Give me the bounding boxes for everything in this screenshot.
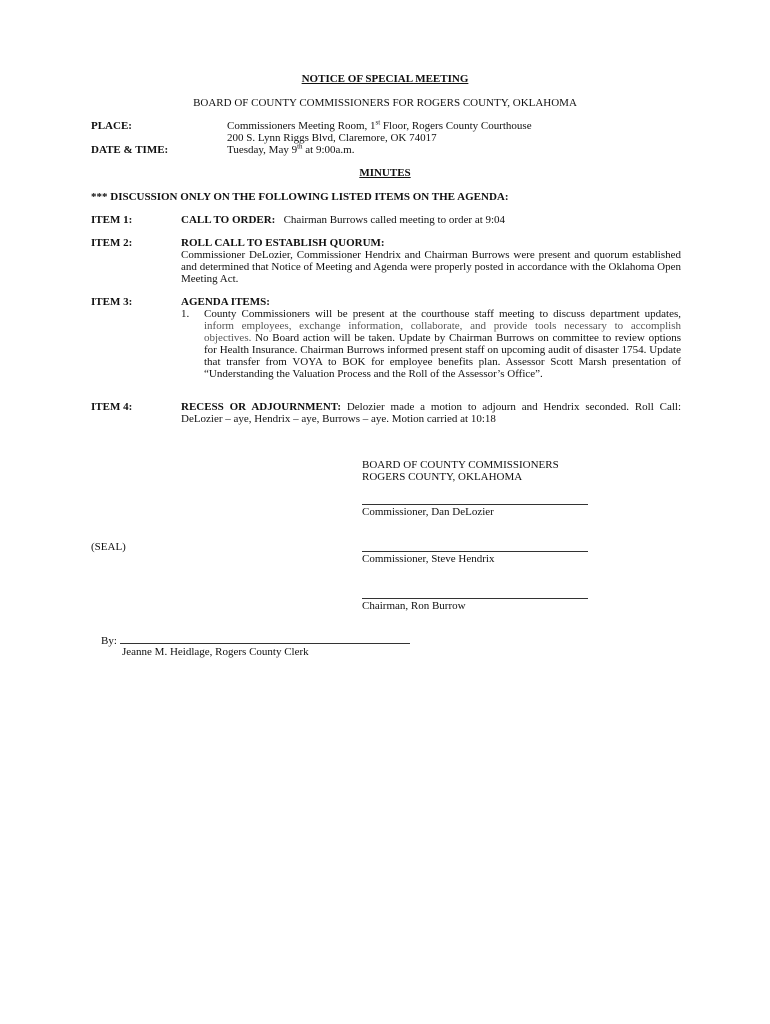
date-time-value: Tuesday, May 9th at 9:00a.m. [227, 142, 355, 156]
item-4-body [181, 401, 681, 425]
notice-title: NOTICE OF SPECIAL MEETING [301, 73, 469, 85]
minutes-heading: MINUTES [359, 167, 411, 179]
item-1-label: ITEM 1: [91, 214, 133, 226]
signature-line [362, 588, 588, 599]
agenda-list-item [181, 308, 681, 380]
signature-dan-delozier: Commissioner, Dan DeLozier [362, 494, 602, 518]
discussion-note: *** DISCUSSION ONLY ON THE FOLLOWING LISTED ITEMS ON THE AGENDA: [91, 191, 509, 203]
item-4-title: RECESS OR ADJOURNMENT: [181, 401, 341, 413]
item-3-body [181, 296, 681, 380]
agenda-item-text: County Commissioners will be present at the courthouse staff meeting to discuss department updates, inform employees, exchange information, collaborate, and provide tools necessary to accomplish objectives. No Board action will be taken. Update by Chairman Burrows on committee to review options for Health Insurance. Chairman Burrows informed present staff on upcoming audit of disaster 1754. Update that transfer from VOYA to BOK for employee benefits plan. Assessor Scott Marsh presentation of “Understanding the Valuation Process and the Roll of the Assessor’s Office”. [204, 308, 681, 380]
item-1-body [181, 214, 681, 226]
signature-line [362, 494, 588, 505]
place-label: PLACE: [91, 120, 132, 132]
place-line-1: Commissioners Meeting Room, 1st Floor, Rogers County Courthouse [227, 118, 532, 132]
item-1-title: CALL TO ORDER: [181, 214, 276, 226]
item-1-text: Chairman Burrows called meeting to order at 9:04 [283, 214, 506, 226]
board-heading: BOARD OF COUNTY COMMISSIONERS FOR ROGERS COUNTY, OKLAHOMA [193, 97, 577, 109]
item-2-text: Commissioner DeLozier, Commissioner Hendrix and Chairman Burrows were present and quorum established and determined that Notice of Meeting and Agenda were properly posted in accordance with the Oklahoma Open Meeting Act. [181, 249, 681, 285]
item-2-title: ROLL CALL TO ESTABLISH QUORUM: [181, 237, 385, 249]
place-line-2: 200 S. Lynn Riggs Blvd, Claremore, OK 74017 [227, 132, 437, 144]
place-value [227, 120, 647, 144]
seal-label: (SEAL) [91, 541, 126, 553]
clerk-name: Jeanne M. Heidlage, Rogers County Clerk [122, 646, 309, 658]
signature-line [362, 541, 588, 552]
clerk-signature-line [120, 634, 410, 644]
item-4-label: ITEM 4: [91, 401, 133, 413]
agenda-item-number: 1. [181, 308, 190, 320]
signature-steve-hendrix: Commissioner, Steve Hendrix [362, 541, 602, 565]
item-2-body [181, 237, 681, 285]
clerk-by-line: By: [101, 634, 410, 647]
item-3-title: AGENDA ITEMS: [181, 296, 270, 308]
date-time-label: DATE & TIME: [91, 144, 169, 156]
board-signature-heading: BOARD OF COUNTY COMMISSIONERS ROGERS COUNTY, OKLAHOMA [362, 459, 559, 483]
item-2-label: ITEM 2: [91, 237, 133, 249]
signature-ron-burrow: Chairman, Ron Burrow [362, 588, 602, 612]
item-3-label: ITEM 3: [91, 296, 133, 308]
item-4-text: Delozier made a motion to adjourn and Hendrix seconded. Roll Call: DeLozier – aye, Hendrix – aye, Burrows – aye. Motion carried at 10:18 [181, 401, 681, 425]
